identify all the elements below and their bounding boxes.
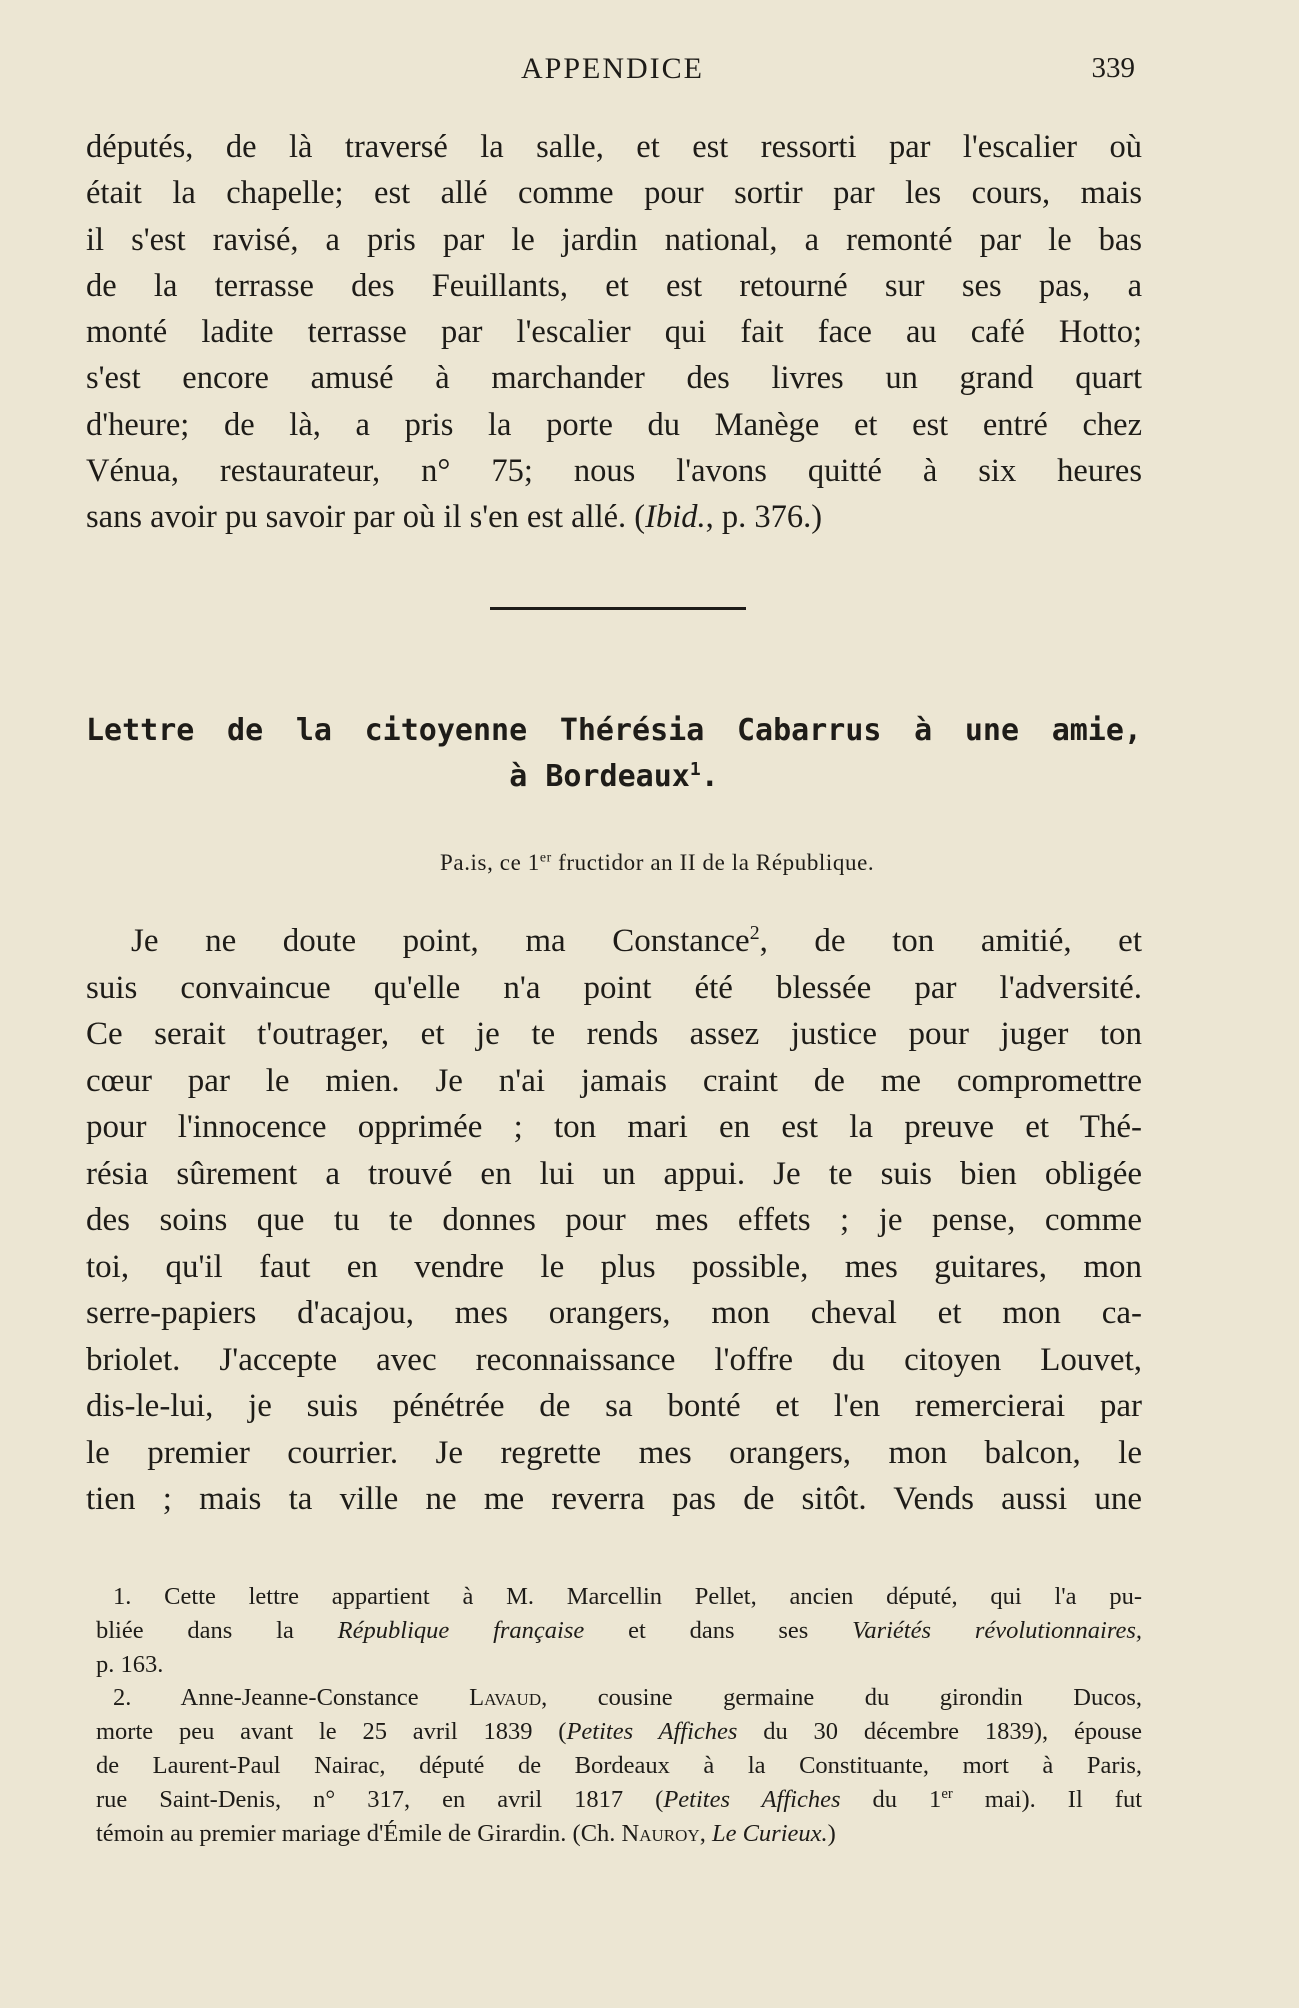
text-line: briolet. J'accepte avec reconnaissance l'offre du citoyen Louvet, [86,1341,1142,1378]
footnote-1-line [96,1614,1142,1648]
text-line: dis-le-lui, je suis pénétrée de sa bonté et l'en remercierai par [86,1388,1142,1424]
dateline-text: fructidor an II de la République. [551,850,875,875]
text-segment: , [699,1819,712,1847]
dateline-text: Pa.is, ce 1 [440,850,540,875]
footnote-2-line [96,1783,1142,1817]
text-line [86,918,1142,965]
text-segment: , cousine germaine du girondin Ducos, [541,1684,1143,1712]
footnotes [96,1580,1142,1850]
text-line: Vénua, restaurateur, n° 75; nous l'avons quitté à six heures [86,453,1142,490]
text-segment: sans avoir pu savoir par où il s'en est allé. ( [86,499,646,536]
text-line: le premier courrier. Je regrette mes orangers, mon balcon, le [86,1434,1142,1471]
footnote-2-line: de Laurent-Paul Nairac, député de Bordeaux à la Constituante, mort à Paris, [96,1751,1142,1779]
person-name: Nauroy [621,1819,700,1847]
text-line: serre-papiers d'acajou, mes orangers, mon cheval et mon ca- [86,1295,1142,1331]
work-title: Petites Affiches [566,1718,738,1746]
text-segment: du 30 décembre 1839), épouse [737,1718,1142,1746]
heading-line: Lettre de la citoyenne Thérésia Cabarrus à une amie, [86,713,1142,748]
text-line: cœur par le mien. Je n'ai jamais craint de me compromettre [86,1062,1142,1099]
text-line [86,494,1142,540]
text-segment: rue Saint-Denis, n° 317, en avril 1817 ( [96,1785,664,1813]
work-title: Variétés révolutionnaires, [852,1616,1142,1644]
text-line: s'est encore amusé à marchander des livres un grand quart [86,360,1142,397]
work-title: Le Curieux. [711,1819,828,1847]
text-segment: Je ne doute point, ma Constance [131,923,750,959]
work-title: Petites Affiches [663,1785,841,1813]
text-line: pour l'innocence opprimée ; ton mari en est la preuve et Thé- [86,1109,1142,1145]
page-number: 339 [1091,52,1135,84]
footnote-2-line [96,1715,1142,1749]
text-line: toi, qu'il faut en vendre le plus possible, mes guitares, mon [86,1248,1142,1285]
running-title: APPENDICE [520,52,704,85]
text-segment: et dans ses [584,1616,853,1644]
ibid-citation: Ibid. [645,499,706,536]
letter-dateline [440,850,1060,876]
text-line: il s'est ravisé, a pris par le jardin national, a remonté par le bas [86,221,1142,258]
text-line: tien ; mais ta ville ne me reverra pas de sitôt. Vends aussi une [86,1481,1142,1517]
text-segment: témoin au premier mariage d'Émile de Girardin. (Ch. [96,1819,622,1847]
text-segment: morte peu avant le 25 avril 1839 ( [96,1718,567,1746]
footnote-1-line: p. 163. [96,1650,164,1678]
text-line: des soins que tu te donnes pour mes effets ; je pense, comme [86,1202,1142,1238]
ordinal-suffix: er [941,1785,953,1802]
text-segment: ) [827,1819,836,1847]
footnote-ref: 2 [749,922,760,944]
text-line: monté ladite terrasse par l'escalier qui fait face au café Hotto; [86,314,1142,351]
text-segment: , p. 376.) [705,499,823,536]
heading-text: . [700,759,719,794]
section-divider [490,607,746,610]
text-line: suis convaincue qu'elle n'a point été blessée par l'adversité. [86,969,1142,1006]
text-segment: du 1 [840,1785,942,1813]
footnote-1-line: 1. Cette lettre appartient à M. Marcellin Pellet, ancien député, qui l'a pu- [113,1583,1142,1610]
heading-text: à Bordeaux [509,759,690,794]
text-segment: bliée dans la [96,1616,338,1644]
text-line: résia sûrement a trouvé en lui un appui. Je te suis bien obligée [86,1155,1142,1192]
paragraph-continued [86,124,1142,541]
footnote-2-line [96,1817,1142,1851]
text-segment: , de ton amitié, et [759,923,1142,959]
footnote-2-line [96,1681,1142,1715]
person-name: Lavaud [469,1684,542,1712]
text-segment: mai). Il fut [952,1785,1142,1813]
text-line: de la terrasse des Feuillants, et est retourné sur ses pas, a [86,267,1142,304]
text-line: députés, de là traversé la salle, et est ressorti par l'escalier où [86,129,1142,165]
heading-line [86,754,1142,800]
text-line: Ce serait t'outrager, et je te rends assez justice pour juger ton [86,1016,1142,1052]
text-segment: 2. Anne-Jeanne-Constance [113,1684,470,1712]
letter-body [86,918,1142,1523]
work-title: République française [337,1616,585,1644]
ordinal-suffix: er [539,849,552,865]
text-line: d'heure; de là, a pris la porte du Manège et est entré chez [86,406,1142,443]
running-head [90,52,1135,92]
text-line: était la chapelle; est allé comme pour sortir par les cours, mais [86,175,1142,212]
section-heading [86,708,1142,800]
footnote-ref: 1 [689,759,701,780]
